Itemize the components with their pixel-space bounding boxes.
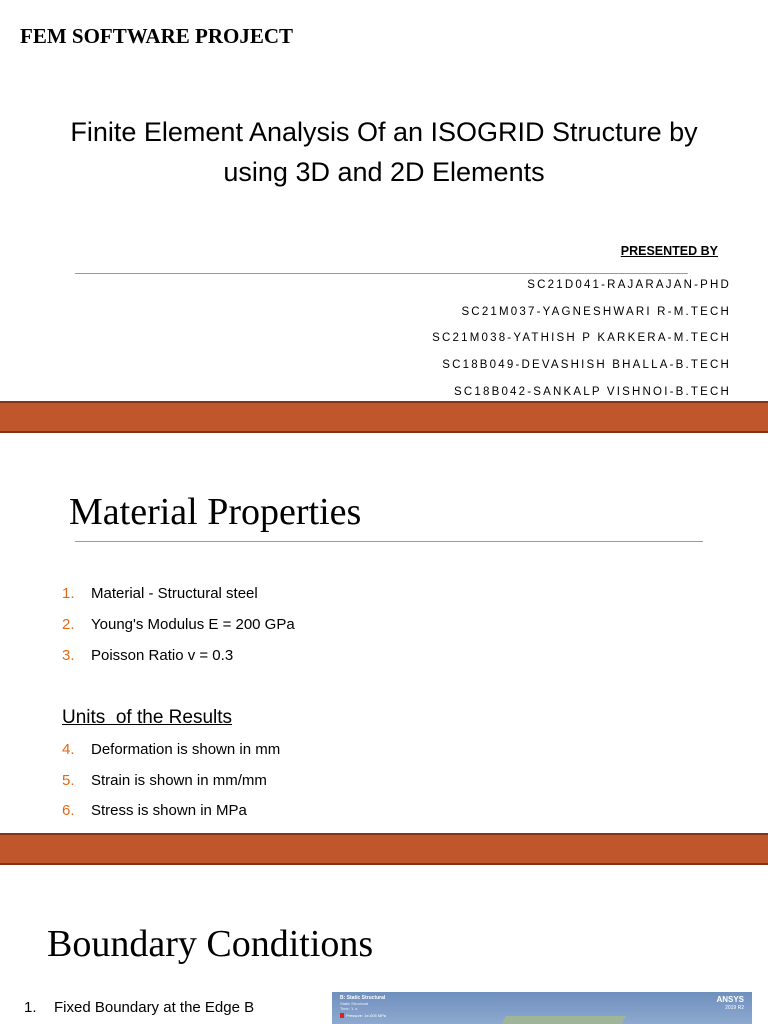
list-item xyxy=(62,585,258,602)
list-item xyxy=(62,772,267,789)
slide-title xyxy=(30,112,738,192)
list-number: 6. xyxy=(62,802,75,819)
title-underline xyxy=(75,541,703,542)
screenshot-line: Static Structural xyxy=(340,1001,369,1006)
presenter-name: SC21M037-YAGNESHWARI R-M.TECH xyxy=(461,306,731,318)
list-text: Strain is shown in mm/mm xyxy=(91,772,267,789)
presenter-name: SC21M038-YATHISH P KARKERA-M.TECH xyxy=(432,332,731,344)
list-item xyxy=(62,741,280,758)
load-marker-icon xyxy=(340,1013,344,1018)
list-item xyxy=(62,802,247,819)
list-text: Young's Modulus E = 200 GPa xyxy=(91,616,295,633)
model-geometry xyxy=(498,1016,626,1024)
presenter-name: SC18B042-SANKALP VISHNOI-B.TECH xyxy=(454,386,731,398)
list-number: 1. xyxy=(62,585,75,602)
list-text: Material - Structural steel xyxy=(91,585,258,602)
ansys-logo: ANSYS xyxy=(716,995,744,1004)
units-subheading: Units of the Results xyxy=(62,707,233,728)
list-item xyxy=(24,999,254,1016)
ansys-version: 2019 R2 xyxy=(725,1005,744,1011)
list-number: 3. xyxy=(62,647,75,664)
slide-separator-band xyxy=(0,401,768,433)
section-title: Material Properties xyxy=(69,491,362,533)
project-header: FEM SOFTWARE PROJECT xyxy=(20,24,294,48)
screenshot-line: B: Static Structural xyxy=(340,995,386,1001)
list-number: 2. xyxy=(62,616,75,633)
list-number: 1. xyxy=(24,999,37,1016)
title-line-1: Finite Element Analysis Of an ISOGRID Structure by xyxy=(70,117,698,147)
screenshot-line: Time: 1. s xyxy=(340,1006,358,1011)
screenshot-line: Pressure: 1e-005 MPa xyxy=(346,1013,387,1018)
list-number: 4. xyxy=(62,741,75,758)
section-title: Boundary Conditions xyxy=(47,923,374,965)
slide-separator-band xyxy=(0,833,768,865)
list-number: 5. xyxy=(62,772,75,789)
list-text: Fixed Boundary at the Edge B xyxy=(54,999,255,1016)
list-text: Deformation is shown in mm xyxy=(91,741,281,758)
list-text: Poisson Ratio v = 0.3 xyxy=(91,647,234,664)
list-text: Stress is shown in MPa xyxy=(91,802,247,819)
list-item xyxy=(62,647,233,664)
presenter-name: SC21D041-RAJARAJAN-PHD xyxy=(527,279,731,291)
ansys-screenshot xyxy=(332,992,752,1024)
list-item xyxy=(62,616,295,633)
divider-line xyxy=(75,273,688,274)
presenter-name: SC18B049-DEVASHISH BHALLA-B.TECH xyxy=(442,359,731,371)
title-line-2: using 3D and 2D Elements xyxy=(223,157,545,187)
presented-by-label: PRESENTED BY xyxy=(620,244,718,258)
